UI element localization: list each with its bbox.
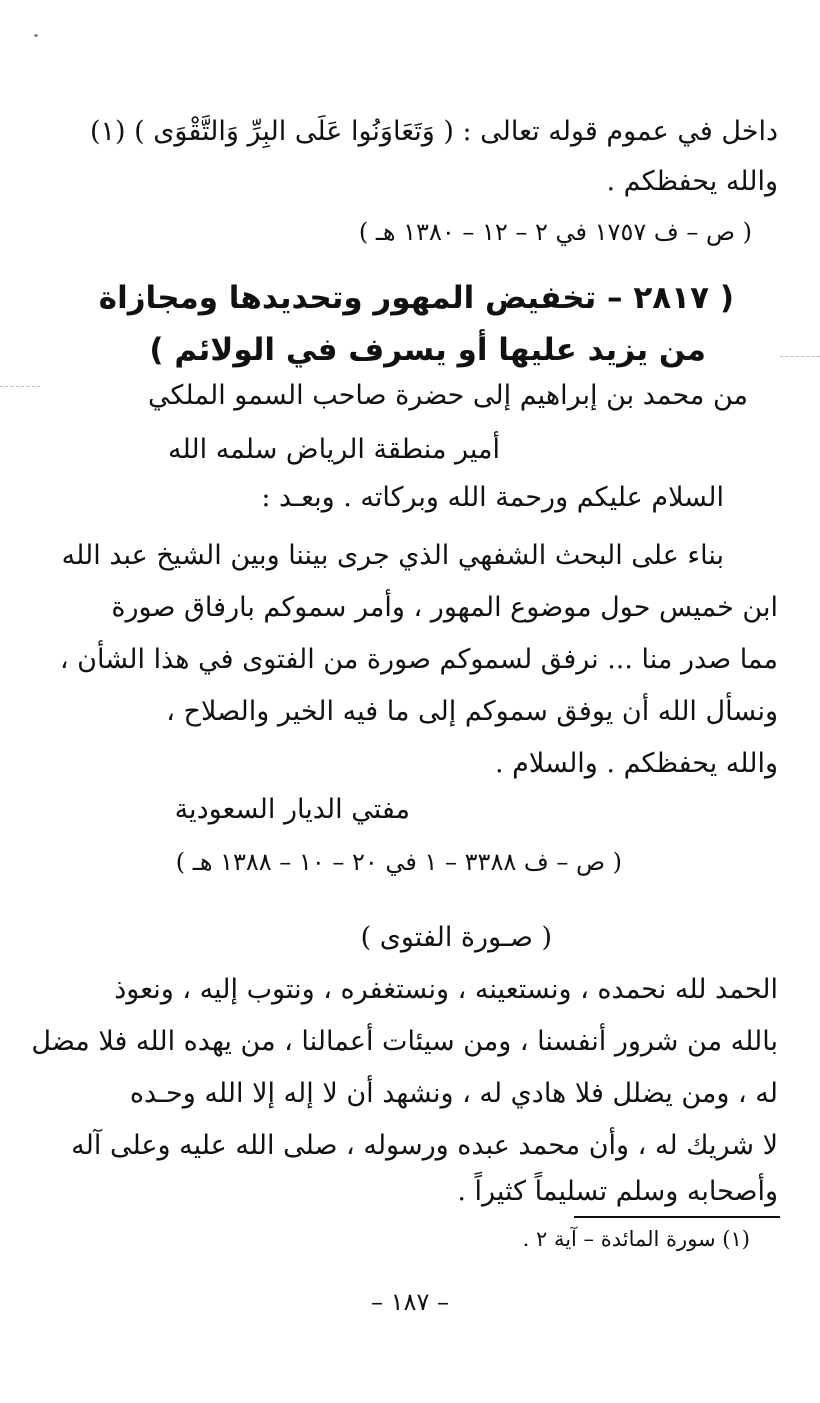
letter-body-line: بناء على البحث الشفهي الذي جرى بيننا وبين الشيخ عبد الله [61,540,724,571]
fatwa-body-line: بالله من شرور أنفسنا ، ومن سيئات أعمالنا ، من يهده الله فلا مضل [31,1026,778,1057]
letter-body-line: ابن خميس حول موضوع المهور ، وأمر سموكم بارفاق صورة [111,592,778,623]
previous-text-line: داخل في عموم قوله تعالى : ( وَتَعَاوَنُوا عَلَى البِرِّ وَالتَّقْوَى ) (١) [89,116,778,147]
fatwa-body-line: الحمد لله نحمده ، ونستعينه ، ونستغفره ، ونتوب إليه ، ونعوذ [114,974,778,1005]
letter-greeting: السلام عليكم ورحمة الله وبركاته . وبعـد : [261,482,724,513]
letter-body-line: مما صدر منا ... نرفق لسموكم صورة من الفتوى في هذا الشأن ، [59,644,778,675]
section-heading-line: ( ٢٨١٧ – تخفيض المهور وتحديدها ومجازاة [98,280,734,316]
letter-addressee: أمير منطقة الرياض سلمه الله [167,434,500,465]
fatwa-body-line: له ، ومن يضلل فلا هادي له ، ونشهد أن لا إله إلا الله وحـده [129,1078,778,1109]
footnote-separator [574,1216,780,1218]
letter-body-line: والله يحفظكم . والسلام . [495,748,778,779]
letter-signature: مفتي الديار السعودية [174,794,410,825]
footnote: (١) سورة المائدة – آية ٢ . [522,1227,750,1251]
previous-reference: ( ص – ف ١٧٥٧ في ٢ – ١٢ – ١٣٨٠ هـ ) [358,218,752,246]
letter-from: من محمد بن إبراهيم إلى حضرة صاحب السمو الملكي [148,380,748,411]
letter-body-line: ونسأل الله أن يوفق سموكم إلى ما فيه الخير والصلاح ، [166,696,778,727]
fatwa-body-line: لا شريك له ، وأن محمد عبده ورسوله ، صلى الله عليه وعلى آله [71,1130,778,1161]
fatwa-body-line: وأصحابه وسلم تسليماً كثيراً . [457,1176,778,1207]
letter-reference: ( ص – ف ٣٣٨٨ – ١ في ٢٠ – ١٠ – ١٣٨٨ هـ ) [175,848,622,876]
section-heading-line: من يزيد عليها أو يسرف في الولائم ) [149,332,706,368]
scan-artifact [780,356,820,357]
scan-artifact [0,386,40,387]
fatwa-title: ( صـورة الفتوى ) [360,922,552,953]
previous-text-line: والله يحفظكم . [606,166,778,197]
scan-speck [34,34,38,37]
page-number: – ١٨٧ – [371,1288,449,1316]
